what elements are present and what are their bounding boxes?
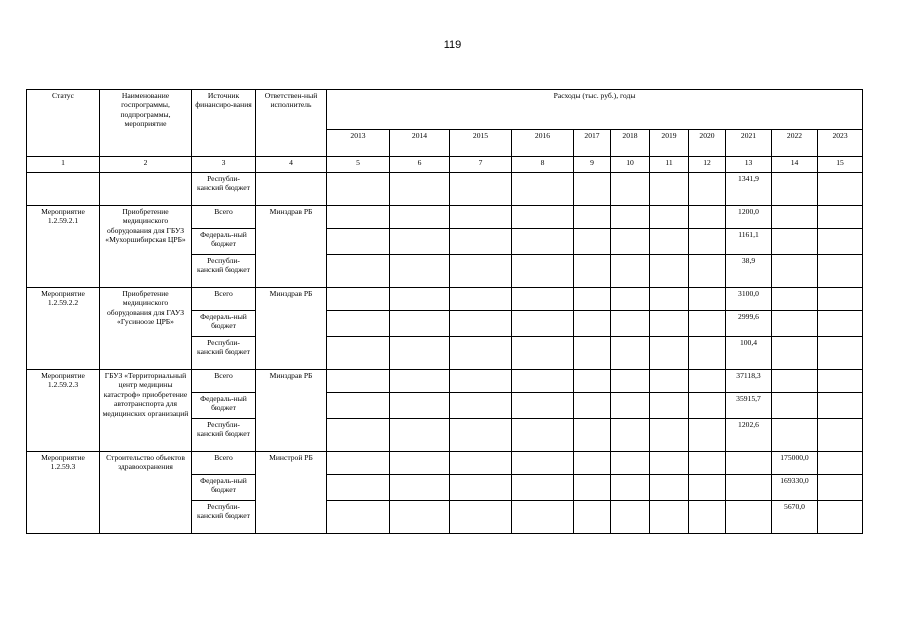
funding-source-cell: Всего xyxy=(192,452,256,475)
expense-cell xyxy=(574,288,611,311)
expense-cell xyxy=(818,229,863,255)
expense-cell xyxy=(650,311,689,337)
expense-cell xyxy=(689,393,726,419)
expense-cell xyxy=(574,311,611,337)
expense-cell xyxy=(450,419,512,452)
expense-cell xyxy=(689,206,726,229)
expense-cell xyxy=(327,452,390,475)
expense-cell xyxy=(390,229,450,255)
expense-cell xyxy=(512,311,574,337)
expense-cell xyxy=(611,475,650,501)
header-year: 2020 xyxy=(689,130,726,157)
header-year: 2022 xyxy=(772,130,818,157)
expense-cell xyxy=(611,173,650,206)
table-row xyxy=(27,452,863,475)
expense-cell xyxy=(611,337,650,370)
status-cell: Мероприятие 1.2.59.2.2 xyxy=(27,288,100,370)
expense-cell xyxy=(650,452,689,475)
expense-cell xyxy=(512,501,574,534)
expense-cell xyxy=(650,288,689,311)
expense-cell xyxy=(650,419,689,452)
expense-cell xyxy=(611,501,650,534)
expense-cell xyxy=(818,419,863,452)
column-number: 12 xyxy=(689,157,726,173)
expense-cell-2021: 1161,1 xyxy=(726,229,772,255)
expense-cell xyxy=(818,393,863,419)
measure-name-cell: Строительство объектов здравоохранения xyxy=(100,452,192,534)
header-year: 2018 xyxy=(611,130,650,157)
expense-cell xyxy=(327,475,390,501)
expense-cell xyxy=(512,255,574,288)
expense-cell xyxy=(650,229,689,255)
header-year: 2021 xyxy=(726,130,772,157)
expense-cell xyxy=(327,419,390,452)
expense-cell xyxy=(689,452,726,475)
expense-cell-2021: 35915,7 xyxy=(726,393,772,419)
expense-cell xyxy=(512,337,574,370)
column-number: 15 xyxy=(818,157,863,173)
expense-cell xyxy=(450,311,512,337)
expense-cell xyxy=(689,337,726,370)
column-number: 5 xyxy=(327,157,390,173)
column-number: 4 xyxy=(256,157,327,173)
expense-cell-2022: 169330,0 xyxy=(772,475,818,501)
expense-cell xyxy=(327,206,390,229)
expense-cell-2021: 1202,6 xyxy=(726,419,772,452)
funding-source-cell: Республи-канский бюджет xyxy=(192,419,256,452)
status-cell xyxy=(27,173,100,206)
budget-table xyxy=(26,89,863,534)
measure-name-cell: Приобретение медицинского оборудования для ГАУЗ «Гусиноозе ЦРБ» xyxy=(100,288,192,370)
expense-cell-2021: 3100,0 xyxy=(726,288,772,311)
table-row xyxy=(27,288,863,311)
expense-cell xyxy=(611,393,650,419)
funding-source-cell: Федераль-ный бюджет xyxy=(192,229,256,255)
column-number: 13 xyxy=(726,157,772,173)
expense-cell xyxy=(512,393,574,419)
expense-cell-2021 xyxy=(726,475,772,501)
column-number: 6 xyxy=(390,157,450,173)
expense-cell xyxy=(390,501,450,534)
expense-cell xyxy=(818,206,863,229)
executor-cell xyxy=(256,173,327,206)
expense-cell xyxy=(574,419,611,452)
table-row xyxy=(27,370,863,393)
executor-cell: Минздрав РБ xyxy=(256,370,327,452)
expense-cell xyxy=(689,173,726,206)
header-year: 2015 xyxy=(450,130,512,157)
expense-cell xyxy=(327,255,390,288)
expense-cell xyxy=(689,311,726,337)
expense-cell xyxy=(327,288,390,311)
expense-cell xyxy=(327,501,390,534)
funding-source-cell: Республи-канский бюджет xyxy=(192,501,256,534)
status-cell: Мероприятие 1.2.59.3 xyxy=(27,452,100,534)
expense-cell-2022 xyxy=(772,206,818,229)
expense-cell xyxy=(611,311,650,337)
column-number: 10 xyxy=(611,157,650,173)
column-number: 9 xyxy=(574,157,611,173)
header-year: 2017 xyxy=(574,130,611,157)
expense-cell xyxy=(512,419,574,452)
column-number: 1 xyxy=(27,157,100,173)
expense-cell xyxy=(390,452,450,475)
expense-cell xyxy=(689,419,726,452)
expense-cell-2022 xyxy=(772,370,818,393)
expense-cell xyxy=(390,337,450,370)
executor-cell: Минздрав РБ xyxy=(256,288,327,370)
expense-cell xyxy=(450,255,512,288)
expense-cell xyxy=(611,229,650,255)
header-expenses: Расходы (тыс. руб.), годы xyxy=(327,90,863,130)
expense-cell xyxy=(327,311,390,337)
funding-source-cell: Федераль-ный бюджет xyxy=(192,311,256,337)
expense-cell xyxy=(818,501,863,534)
column-number: 7 xyxy=(450,157,512,173)
expense-cell xyxy=(574,393,611,419)
funding-source-cell: Всего xyxy=(192,288,256,311)
expense-cell xyxy=(390,206,450,229)
expense-cell xyxy=(450,475,512,501)
expense-cell-2022 xyxy=(772,173,818,206)
expense-cell-2022: 175000,0 xyxy=(772,452,818,475)
expense-cell xyxy=(611,288,650,311)
expense-cell-2021: 1341,9 xyxy=(726,173,772,206)
expense-cell-2021 xyxy=(726,501,772,534)
funding-source-cell: Федераль-ный бюджет xyxy=(192,475,256,501)
expense-cell xyxy=(390,288,450,311)
expense-cell-2021: 1200,0 xyxy=(726,206,772,229)
column-number: 11 xyxy=(650,157,689,173)
header-year: 2016 xyxy=(512,130,574,157)
expense-cell-2022: 5670,0 xyxy=(772,501,818,534)
expense-cell xyxy=(327,337,390,370)
expense-cell xyxy=(818,452,863,475)
expense-cell xyxy=(450,393,512,419)
header-year: 2019 xyxy=(650,130,689,157)
expense-cell xyxy=(512,173,574,206)
expense-cell xyxy=(574,452,611,475)
header-status: Статус xyxy=(27,90,100,157)
expense-cell xyxy=(512,229,574,255)
expense-cell-2021: 37118,3 xyxy=(726,370,772,393)
header-year: 2023 xyxy=(818,130,863,157)
expense-cell xyxy=(574,370,611,393)
header-name: Наименование госпрограммы, подпрограммы, мероприятие xyxy=(100,90,192,157)
expense-cell xyxy=(818,255,863,288)
expense-cell xyxy=(327,393,390,419)
expense-cell xyxy=(818,288,863,311)
expense-cell xyxy=(512,206,574,229)
column-number: 14 xyxy=(772,157,818,173)
expense-cell xyxy=(689,255,726,288)
expense-cell xyxy=(390,475,450,501)
expense-cell xyxy=(512,288,574,311)
expense-cell-2022 xyxy=(772,229,818,255)
expense-cell xyxy=(390,419,450,452)
expense-cell xyxy=(390,370,450,393)
expense-cell xyxy=(650,370,689,393)
header-year: 2014 xyxy=(390,130,450,157)
table-row xyxy=(27,206,863,229)
expense-cell xyxy=(574,255,611,288)
expense-cell xyxy=(450,370,512,393)
status-cell: Мероприятие 1.2.59.2.3 xyxy=(27,370,100,452)
measure-name-cell: Приобретение медицинского оборудования для ГБУЗ «Мухоршибирская ЦРБ» xyxy=(100,206,192,288)
expense-cell xyxy=(650,173,689,206)
expense-cell xyxy=(450,337,512,370)
funding-source-cell: Республи-канский бюджет xyxy=(192,337,256,370)
expense-cell xyxy=(390,311,450,337)
expense-cell-2022 xyxy=(772,288,818,311)
expense-cell-2021 xyxy=(726,452,772,475)
expense-cell-2022 xyxy=(772,393,818,419)
expense-cell xyxy=(611,255,650,288)
column-number: 8 xyxy=(512,157,574,173)
expense-cell xyxy=(611,206,650,229)
expense-cell xyxy=(512,370,574,393)
expense-cell xyxy=(650,501,689,534)
expense-cell-2022 xyxy=(772,311,818,337)
funding-source-cell: Федераль-ный бюджет xyxy=(192,393,256,419)
expense-cell xyxy=(818,337,863,370)
expense-cell xyxy=(450,206,512,229)
expense-cell xyxy=(818,370,863,393)
column-number: 2 xyxy=(100,157,192,173)
expense-cell xyxy=(689,288,726,311)
expense-cell xyxy=(450,452,512,475)
expense-cell xyxy=(818,173,863,206)
expense-cell xyxy=(327,370,390,393)
expense-cell-2022 xyxy=(772,255,818,288)
expense-cell xyxy=(574,206,611,229)
measure-name-cell xyxy=(100,173,192,206)
executor-cell: Минздрав РБ xyxy=(256,206,327,288)
expense-cell xyxy=(574,173,611,206)
funding-source-cell: Республи-канский бюджет xyxy=(192,255,256,288)
expense-cell xyxy=(689,475,726,501)
expense-cell-2021: 2999,6 xyxy=(726,311,772,337)
expense-cell-2022 xyxy=(772,337,818,370)
expense-cell xyxy=(611,452,650,475)
expense-cell xyxy=(818,475,863,501)
expense-cell xyxy=(450,173,512,206)
expense-cell-2021: 38,9 xyxy=(726,255,772,288)
expense-cell-2022 xyxy=(772,419,818,452)
expense-cell xyxy=(689,501,726,534)
expense-cell xyxy=(689,370,726,393)
expense-cell xyxy=(650,255,689,288)
expense-cell xyxy=(650,337,689,370)
expense-cell xyxy=(450,288,512,311)
executor-cell: Минстрой РБ xyxy=(256,452,327,534)
expense-cell xyxy=(574,337,611,370)
expense-cell xyxy=(611,370,650,393)
expense-cell xyxy=(574,501,611,534)
expense-cell xyxy=(650,393,689,419)
expense-cell xyxy=(390,173,450,206)
funding-source-cell: Всего xyxy=(192,206,256,229)
expense-cell xyxy=(650,475,689,501)
column-number: 3 xyxy=(192,157,256,173)
header-executor: Ответствен-ный исполнитель xyxy=(256,90,327,157)
expense-cell xyxy=(650,206,689,229)
funding-source-cell: Всего xyxy=(192,370,256,393)
expense-cell xyxy=(327,173,390,206)
expense-cell xyxy=(512,452,574,475)
expense-cell xyxy=(450,229,512,255)
expense-cell xyxy=(689,229,726,255)
expense-cell xyxy=(611,419,650,452)
status-cell: Мероприятие 1.2.59.2.1 xyxy=(27,206,100,288)
header-source: Источник финансиро-вания xyxy=(192,90,256,157)
expense-cell xyxy=(390,255,450,288)
expense-cell xyxy=(574,229,611,255)
table-row xyxy=(27,173,863,206)
expense-cell xyxy=(574,475,611,501)
expense-cell xyxy=(512,475,574,501)
page-number: 119 xyxy=(443,39,462,51)
measure-name-cell: ГБУЗ «Территориальный центр медицины катастроф» приобретение автотранспорта для медицинских организаций xyxy=(100,370,192,452)
expense-cell-2021: 100,4 xyxy=(726,337,772,370)
header-year: 2013 xyxy=(327,130,390,157)
expense-cell xyxy=(450,501,512,534)
expense-cell xyxy=(327,229,390,255)
expense-cell xyxy=(818,311,863,337)
funding-source-cell: Республи-канский бюджет xyxy=(192,173,256,206)
expense-cell xyxy=(390,393,450,419)
